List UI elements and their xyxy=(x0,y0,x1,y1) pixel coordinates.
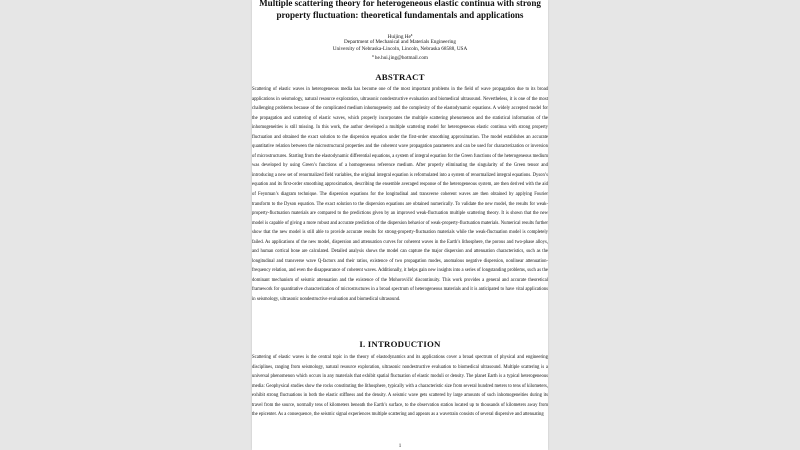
author-name: Huijing He xyxy=(387,34,411,40)
abstract-heading: ABSTRACT xyxy=(375,72,425,82)
email-marker: a xyxy=(372,54,374,58)
paper-page xyxy=(252,0,548,450)
author-marker: a xyxy=(410,33,413,37)
introduction-body: Scattering of elastic waves is the central topic in the theory of elastodynamics and its applications cover a broad spectrum of physical and engineering disciplines, ranging from seismology, natural resource exploration, ultrasonic nondestructive evaluation to biomedical ultrasound. Multiple scattering is a universal phenomenon which occurs in any materials that exhibit spatial fluctuation of elastic moduli or density. The planet Earth is a typical heterogeneous media: Geophysical studies show the rocks constituting the lithosphere, typically with a characteristic size from several hundred meters to tens of kilometers, exhibit strong fluctuations in both the elastic stiffness and the density. A seismic wave gets scattered by large amounts of such inhomogeneities during its travel from the source, normally tens of kilometers beneath the Earth’s surface, to the observation station located up to thousands of kilometers away from the epicenter. As a consequence, the seismic signal experiences multiple scattering and appears as a wavetrain consists of several dispersive and attenuating xyxy=(252,355,548,418)
affiliation-department: Department of Mechanical and Materials Engineering xyxy=(344,39,456,45)
page-number: 1 xyxy=(398,444,402,449)
affiliation-university: University of Nebraska-Lincoln, Lincoln, Nebraska 68588, USA xyxy=(332,46,468,52)
abstract-body: Scattering of elastic waves in heterogeneous media has become one of the most important problems in the field of wave propagation due to its broad applications in seismology, natural resource exploration, ultrasonic nondestructive evaluation and biomedical ultrasound. Nevertheless, it is one of the most challenging problems because of the complicated medium inhomogeneity and the complexity of the elastodynamic equations. A widely accepted model for the propagation and scattering of elastic waves, which properly incorporates the multiple scattering phenomenon and the statistical information of the inhomogeneities is still missing. In this work, the author developed a multiple scattering model for heterogeneous elastic continua with strong property fluctuation and obtained the exact solution to the dispersion equation under the first-order smoothing approximation. The model establishes an accurate quantitative relation between the microstructural properties and the coherent wave propagation parameters and can be used for characterization or inversion of microstructures. Starting from the elastodynamic differential equations, a system of integral equation for the Green functions of the heterogeneous medium was developed by using Green’s functions of a homogeneous reference medium. After properly eliminating the singularity of the Green tensor and introducing a new set of renormalized field variables, the original integral equation is reformulated into a system of renormalized integral equations. Dyson’s equation and its first-order smoothing approximation, describing the ensemble averaged response of the heterogeneous system, are then derived with the aid of Feynman’s diagram technique. The dispersion equations for the longitudinal and transverse coherent waves are then obtained by applying Fourier transform to the Dyson equation. The exact solution to the dispersion equations are obtained numerically. To validate the new model, the results for weak-property-fluctuation materials are compared to the predictions given by an improved weak-fluctuation multiple scattering theory. It is shown that the new model is capable of giving a more robust and accurate prediction of the dispersion behavior of weak-property-fluctuation materials. Numerical results further show that the new model is still able to provide accurate results for strong-property-fluctuation materials while the weak-fluctuation model is completely failed. As applications of the new model, dispersion and attenuation curves for coherent waves in the Earth’s lithosphere, the porous and two-phase alloys, and human cortical bone are calculated. Detailed analysis shows the model can capture the major dispersion and attenuation characteristics, such as the longitudinal and transverse wave Q-factors and their ratios, existence of two propagation modes, anomalous negative dispersion, nonlinear attenuation-frequency relation, and even the disappearance of coherent waves. Additionally, it helps gain new insights into a series of longstanding problems, such as the dominant mechanism of seismic attenuation and the existence of the Mohorovičić discontinuity. This work provides a general and accurate theoretical framework for quantitative characterization of microstructures in a broad spectrum of heterogeneous materials and it is anticipated to have vital applications in seismology, ultrasonic nondestructive evaluation and biomedical ultrasound. xyxy=(252,87,548,303)
email-line xyxy=(252,52,548,62)
author-email: he.hui.jing@hotmail.com xyxy=(374,55,428,61)
paper-title: Multiple scattering theory for heterogeneous elastic continua with strong property fluctuation: theoretical fundamentals and applications xyxy=(259,0,541,20)
introduction-heading: I. INTRODUCTION xyxy=(359,339,441,349)
